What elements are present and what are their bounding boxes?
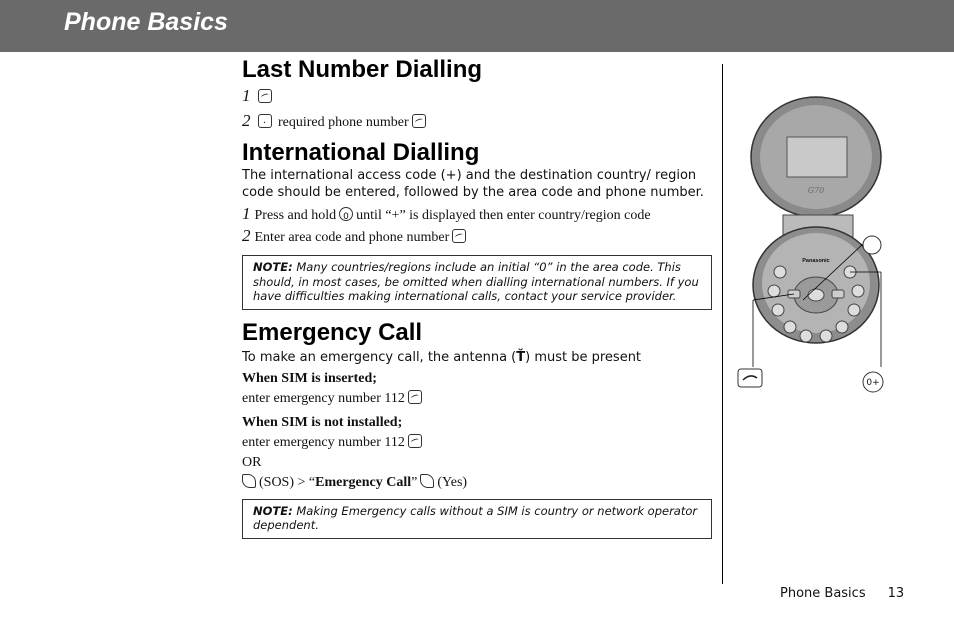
send-key-icon: [258, 89, 272, 103]
page-number: 13: [887, 586, 905, 601]
send-key-icon: [408, 390, 422, 404]
emergency-intro: To make an emergency call, the antenna (Ť) must be present: [242, 349, 642, 365]
send-key-icon: [408, 434, 422, 448]
header-bar: [0, 0, 954, 52]
send-key-icon: [452, 229, 466, 243]
model-label: G70: [807, 186, 825, 195]
emergency-note: NOTE: Making Emergency calls without a SIM is country or network operator dependent.: [242, 499, 712, 539]
column-divider: [722, 64, 723, 584]
sim-inserted-text: enter emergency number 112: [242, 389, 712, 409]
intl-intro: The international access code (+) and the destination country/ region code should be entered, followed by the area code and phone number.: [242, 168, 704, 200]
svg-text:0+: 0+: [866, 378, 880, 388]
sos-line: (SOS) > “Emergency Call” (Yes): [242, 473, 712, 493]
heading-last-number: Last Number Dialling: [242, 56, 483, 83]
heading-international: International Dialling: [242, 139, 480, 166]
intl-step-1: 1 Press and hold0 until “+” is displayed then enter country/region code: [242, 203, 712, 226]
last-step-2: 2· required phone number: [242, 111, 712, 133]
last-step-1: 1: [242, 86, 712, 108]
or-text: OR: [242, 454, 262, 470]
send-key-icon: [412, 114, 426, 128]
navigation-key-icon: [258, 114, 272, 128]
sim-missing-label: When SIM is not installed;: [242, 414, 403, 430]
soft-key-icon: [420, 474, 434, 488]
send-key-icon: [738, 369, 762, 387]
page-title: Phone Basics: [64, 8, 228, 36]
sim-missing-text: enter emergency number 112: [242, 433, 712, 453]
footer-section: Phone Basics: [780, 586, 866, 601]
antenna-icon: Ť: [516, 349, 526, 365]
content-column: [242, 56, 712, 539]
zero-key-icon: [339, 207, 353, 221]
intl-step-2: 2 Enter area code and phone number: [242, 226, 712, 248]
page-footer: [780, 586, 904, 601]
sim-inserted-label: When SIM is inserted;: [242, 370, 377, 386]
brand-label: Panasonic: [802, 258, 830, 264]
soft-key-icon: [242, 474, 256, 488]
heading-emergency: Emergency Call: [242, 318, 423, 346]
phone-illustration: [728, 95, 888, 400]
intl-note: NOTE: Many countries/regions include an initial “0” in the area code. This should, in most cases, be omitted when dialling international numbers. If you have difficulties making international calls, contact your service provider.: [242, 255, 712, 310]
